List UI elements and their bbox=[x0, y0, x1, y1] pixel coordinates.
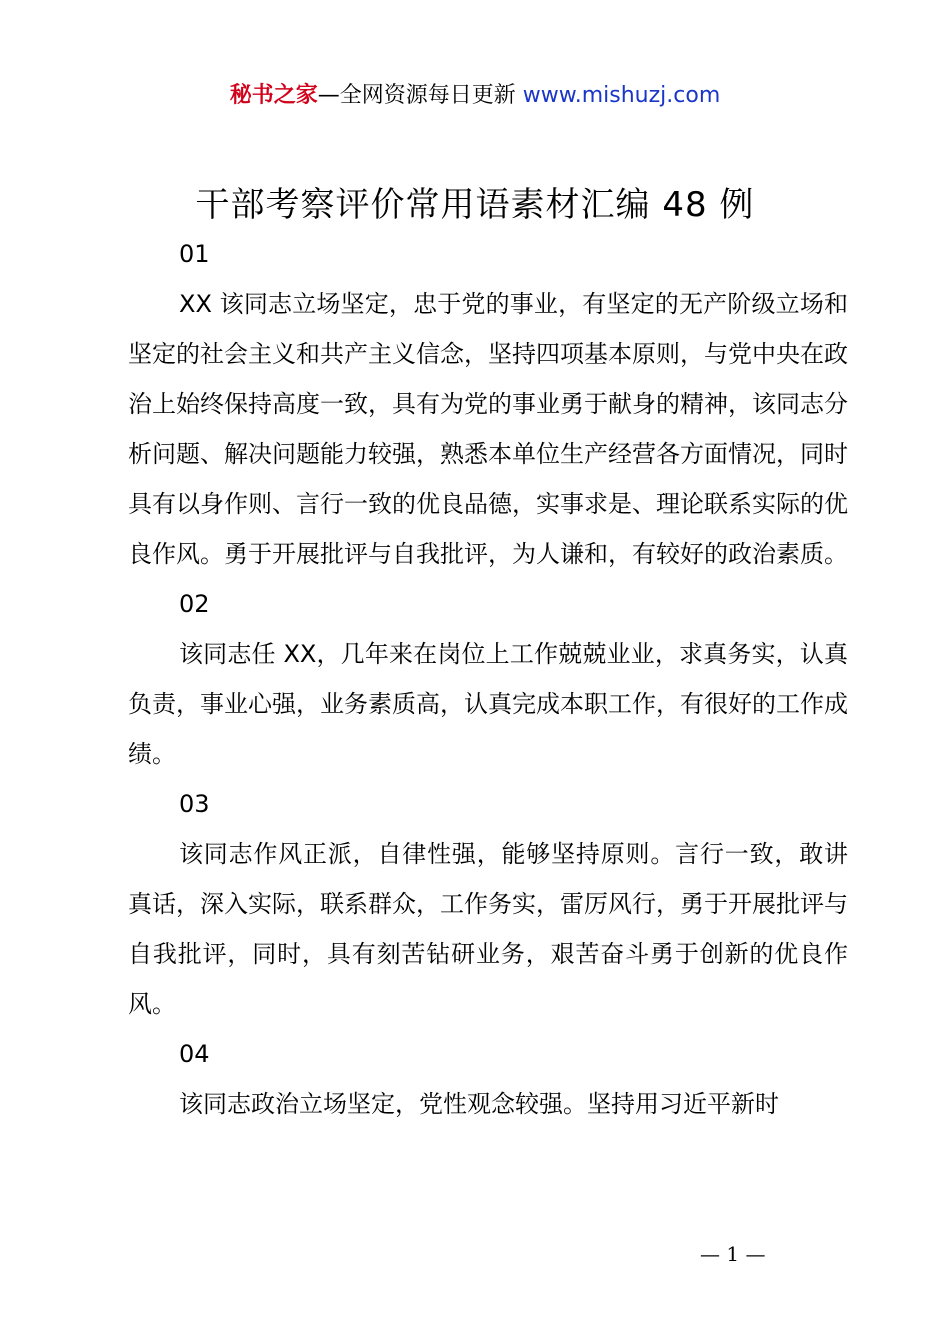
section-number-04: 04 bbox=[179, 1040, 210, 1068]
section-number-03: 03 bbox=[179, 790, 210, 818]
site-url-link[interactable]: www.mishuzj.com bbox=[522, 83, 721, 108]
document-body bbox=[128, 229, 848, 1129]
section-paragraph-02: 该同志任 XX，几年来在岗位上工作兢兢业业，求真务实，认真负责，事业心强，业务素质高，认真完成本职工作，有很好的工作成绩。 bbox=[128, 640, 848, 768]
site-header bbox=[0, 80, 950, 112]
brand-name: 秘书之家 bbox=[229, 83, 318, 108]
header-tagline: —全网资源每日更新 bbox=[317, 83, 516, 108]
section-paragraph-04: 该同志政治立场坚定，党性观念较强。坚持用习近平新时 bbox=[179, 1090, 779, 1118]
section-number-01: 01 bbox=[179, 240, 210, 268]
section-paragraph-03: 该同志作风正派，自律性强，能够坚持原则。言行一致，敢讲真话，深入实际，联系群众，工作务实，雷厉风行，勇于开展批评与自我批评，同时，具有刻苦钻研业务，艰苦奋斗勇于创新的优良作风。 bbox=[128, 840, 848, 1018]
page-number: — 1 — bbox=[700, 1242, 766, 1266]
section-paragraph-01: XX 该同志立场坚定，忠于党的事业，有坚定的无产阶级立场和坚定的社会主义和共产主义信念，坚持四项基本原则，与党中央在政治上始终保持高度一致，具有为党的事业勇于献身的精神，该同志分析问题、解决问题能力较强，熟悉本单位生产经营各方面情况，同时具有以身作则、言行一致的优良品德，实事求是、理论联系实际的优良作风。勇于开展批评与自我批评，为人谦和，有较好的政治素质。 bbox=[128, 290, 848, 568]
section-number-02: 02 bbox=[179, 590, 210, 618]
document-title: 干部考察评价常用语素材汇编 48 例 bbox=[195, 185, 755, 225]
